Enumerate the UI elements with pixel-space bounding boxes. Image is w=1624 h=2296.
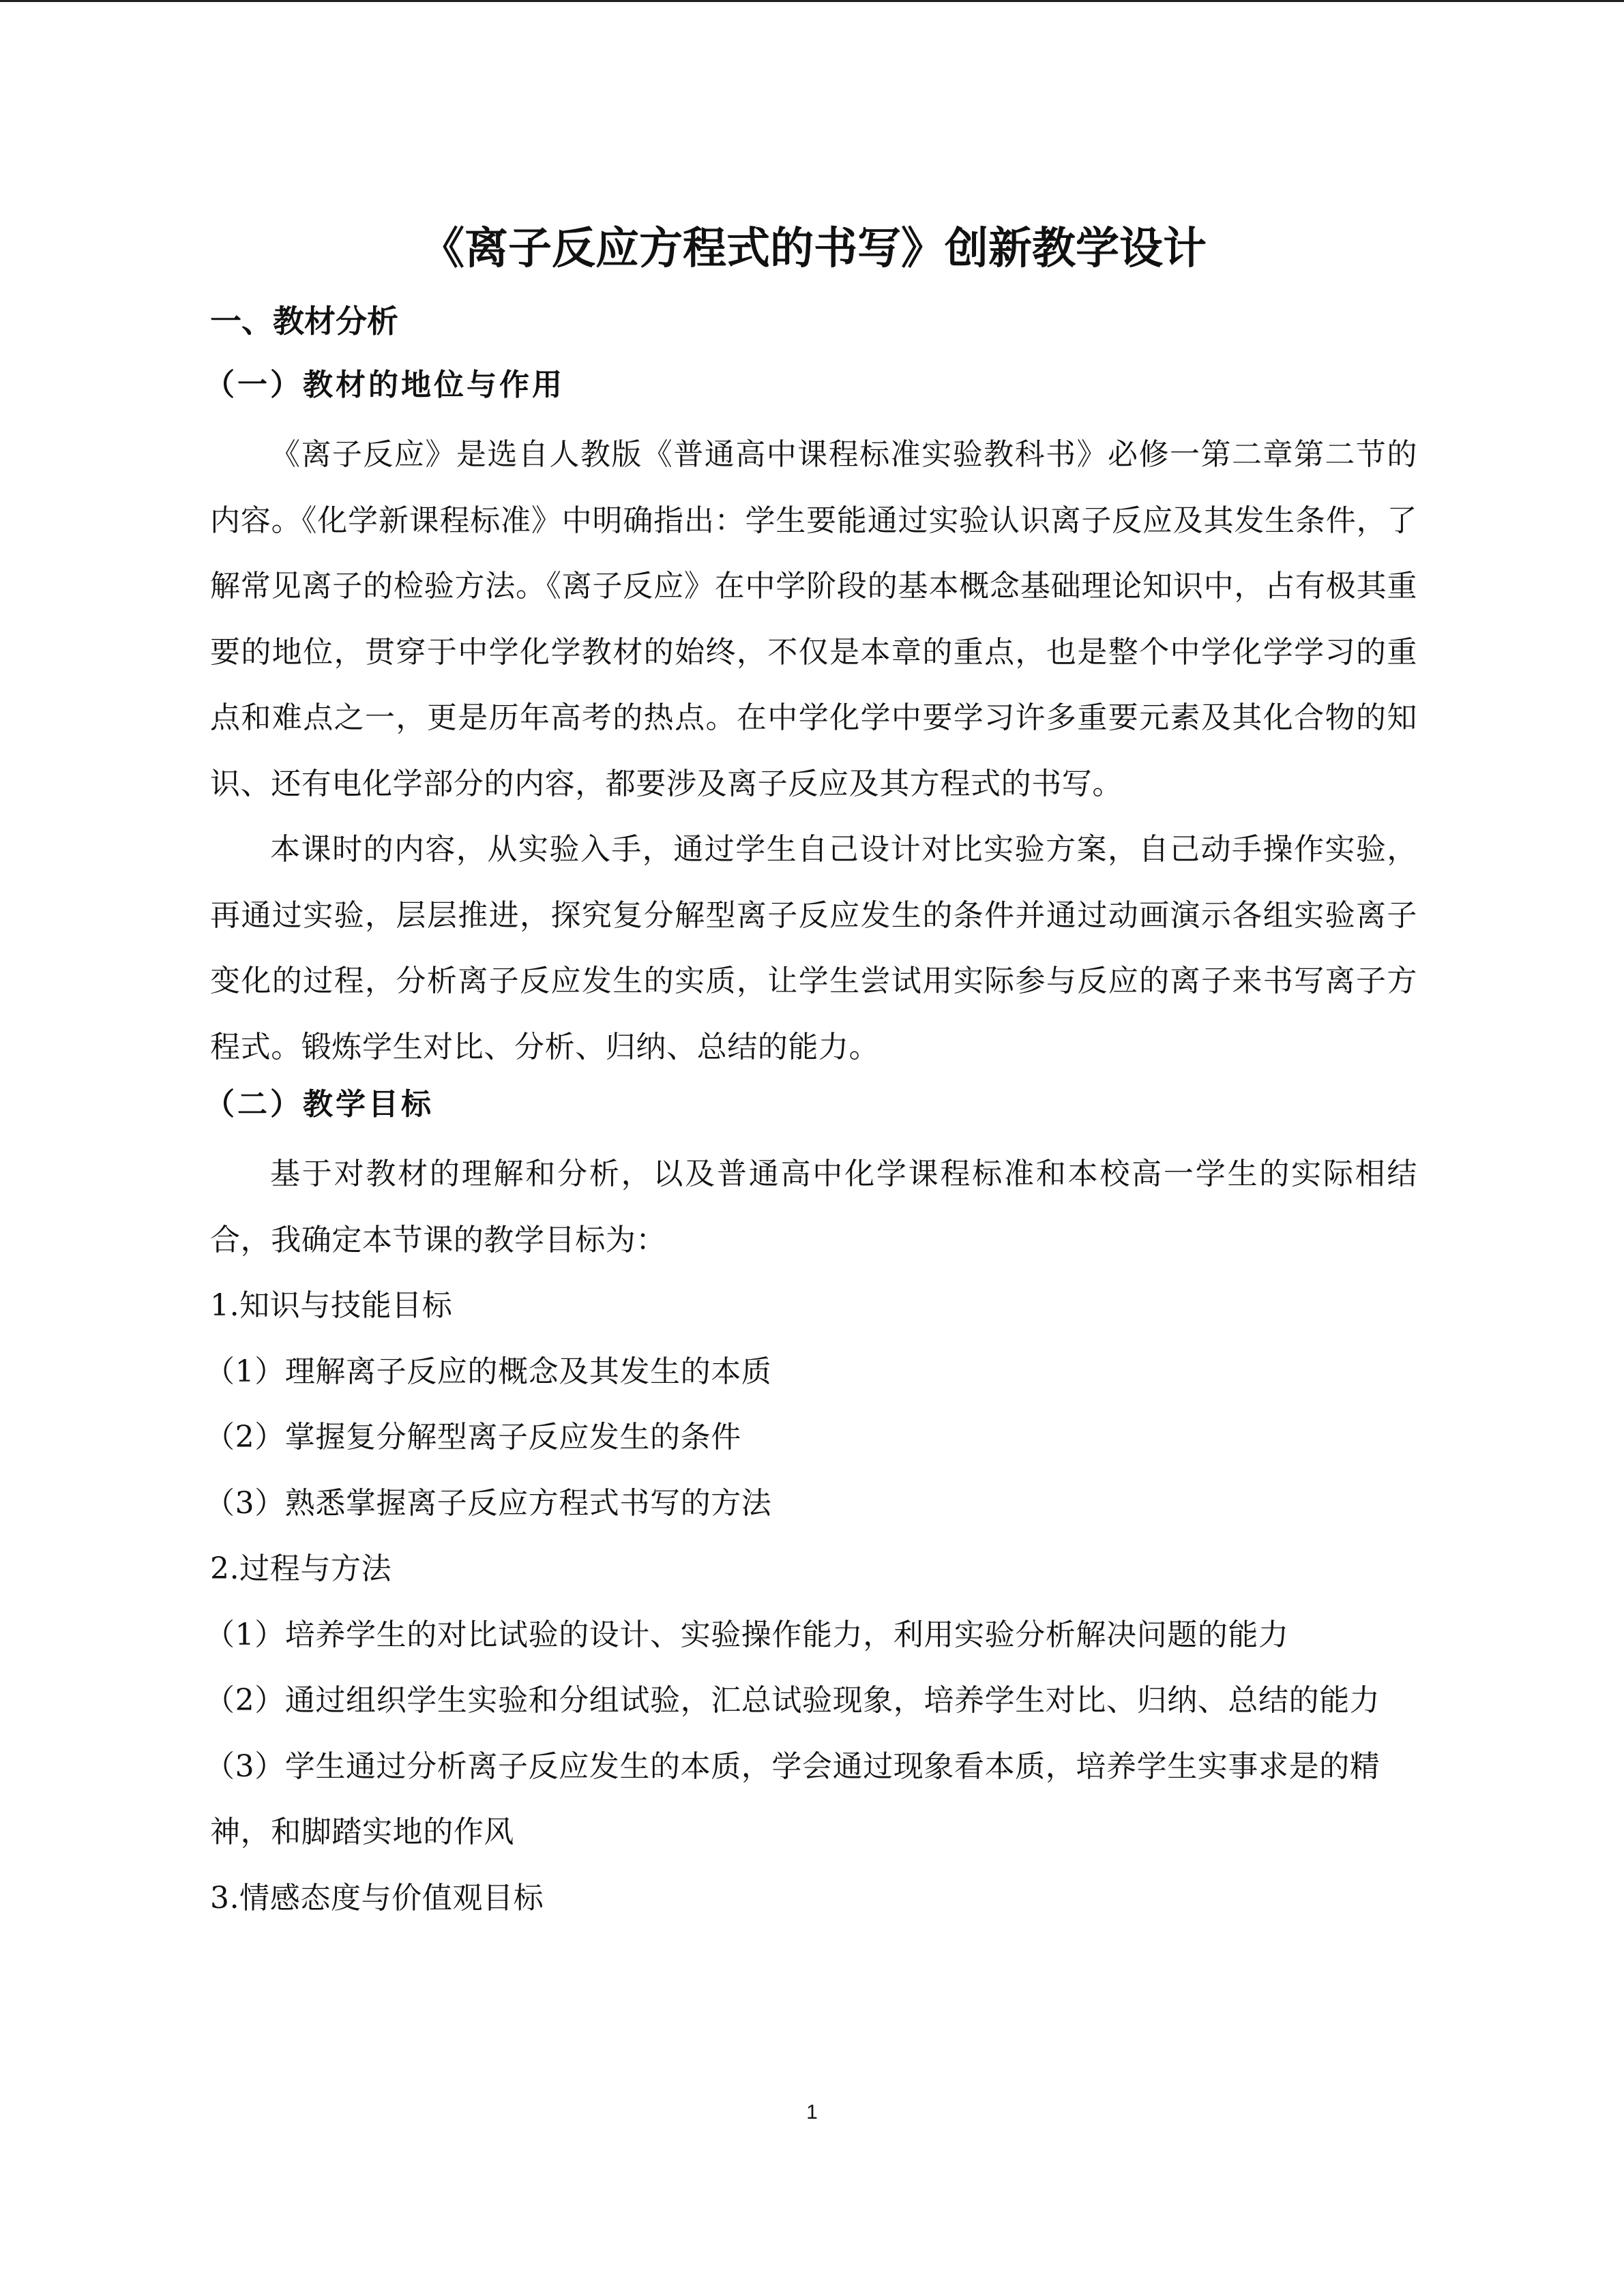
goal-item: （2）通过组织学生实验和分组试验，汇总试验现象，培养学生对比、归纳、总结的能力 <box>205 1683 1381 1718</box>
goal-heading-knowledge-skills: 1.知识与技能目标 <box>210 1288 453 1323</box>
subsection-heading-teaching-goals: （二）教学目标 <box>205 1087 434 1122</box>
subsection-heading-status-role: （一）教材的地位与作用 <box>205 368 565 402</box>
page-top-border <box>0 0 1624 2</box>
paragraph-lesson-content: 本课时的内容，从实验入手，通过学生自己设计对比实验方案，自己动手操作实验，再通过实验，层层推进，探究复分解型离子反应发生的条件并通过动画演示各组实验离子变化的过程，分析离子反应发生的实质，让学生尝试用实际参与反应的离子来书写离子方程式。锻炼学生对比、分析、归纳、总结的能力。 <box>210 832 1417 1064</box>
document-title: 《离子反应方程式的书写》创新教学设计 <box>421 224 1207 274</box>
goal-item: （3）学生通过分析离子反应发生的本质，学会通过现象看本质，培养学生实事求是的精神，和脚踏实地的作风 <box>205 1748 1381 1849</box>
goal-item: （1）理解离子反应的概念及其发生的本质 <box>205 1354 772 1389</box>
goal-heading-process-method: 2.过程与方法 <box>210 1551 392 1586</box>
goal-heading-attitude-values: 3.情感态度与价值观目标 <box>210 1880 544 1915</box>
goal-item: （1）培养学生的对比试验的设计、实验操作能力，利用实验分析解决问题的能力 <box>205 1617 1289 1652</box>
document-page <box>205 218 1417 1931</box>
goal-item: （3）熟悉掌握离子反应方程式书写的方法 <box>205 1485 772 1521</box>
paragraph-goals-intro: 基于对教材的理解和分析，以及普通高中化学课程标准和本校高一学生的实际相结合，我确定本节课的教学目标为： <box>210 1157 1417 1257</box>
section-heading-textbook-analysis: 一、教材分析 <box>210 303 398 340</box>
goal-item: （2）掌握复分解型离子反应发生的条件 <box>205 1420 741 1455</box>
paragraph-textbook-status: 《离子反应》是选自人教版《普通高中课程标准实验教科书》必修一第二章第二节的内容。《化学新课程标准》中明确指出：学生要能通过实验认识离子反应及其发生条件，了解常见离子的检验方法。《离子反应》在中学阶段的基本概念基础理论知识中，占有极其重要的地位，贯穿于中学化学教材的始终，不仅是本章的重点，也是整个中学化学学习的重点和难点之一，更是历年高考的热点。在中学化学中要学习许多重要元素及其化合物的知识、还有电化学部分的内容，都要涉及离子反应及其方程式的书写。 <box>210 437 1417 801</box>
page-number: 1 <box>806 2101 818 2123</box>
